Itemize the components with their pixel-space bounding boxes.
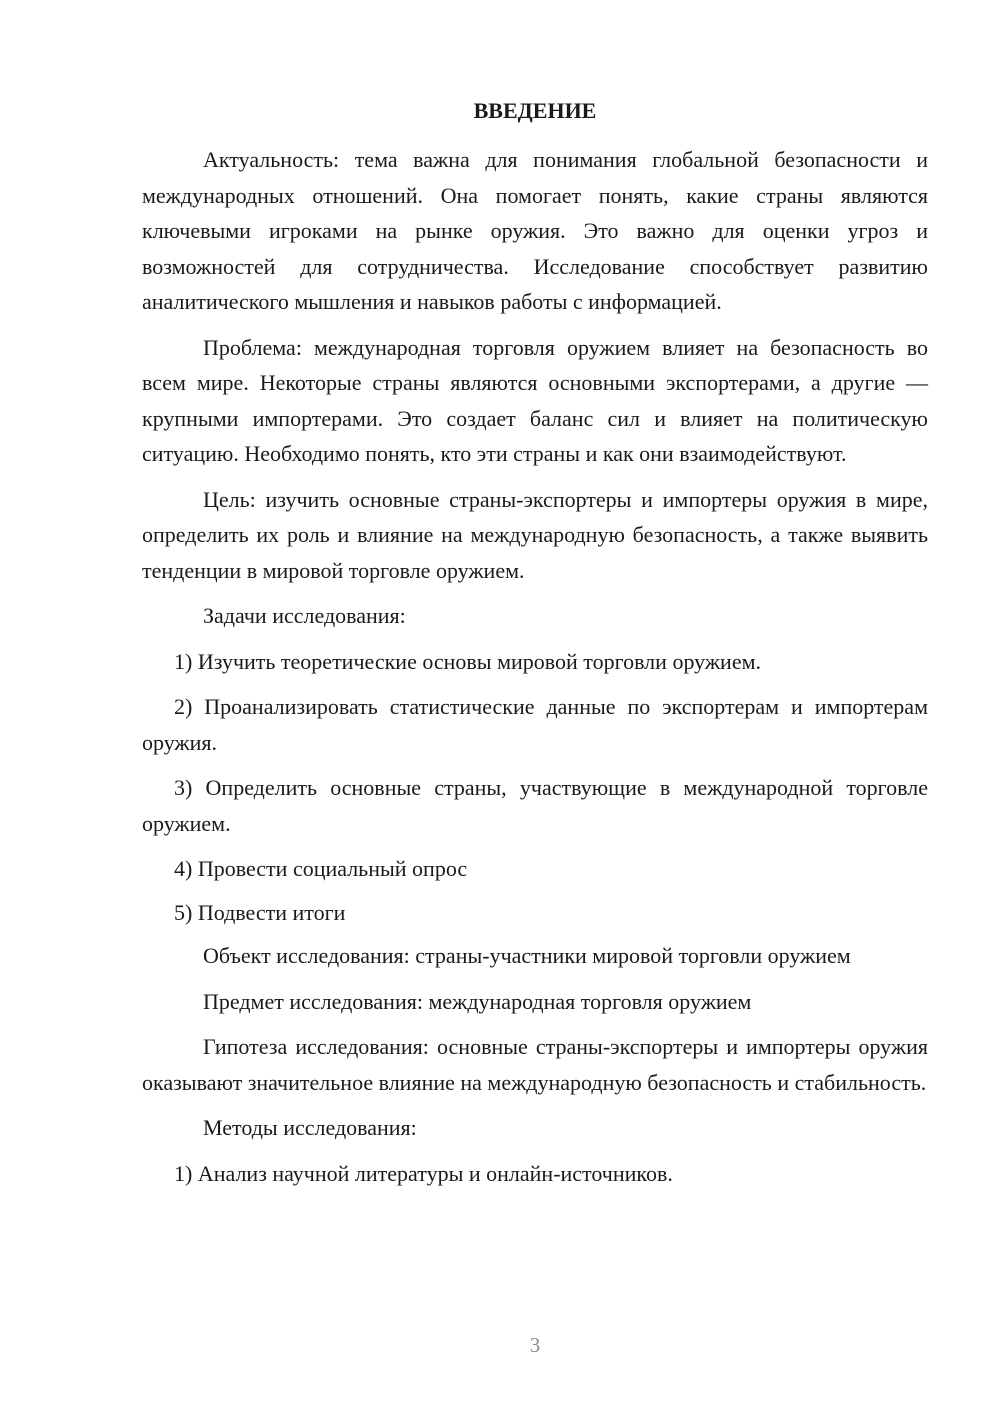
section-title: ВВЕДЕНИЕ	[473, 98, 597, 123]
paragraph-subject: Предмет исследования: международная торговля оружием	[203, 988, 752, 1014]
page-number: 3	[529, 1333, 541, 1357]
task-item: 2) Проанализировать статистические данные по экспортерам и импортерам оружия.	[142, 694, 928, 755]
task-item: 1) Изучить теоретические основы мировой торговли оружием.	[174, 648, 762, 674]
paragraph-methods-heading: Методы исследования:	[203, 1115, 417, 1140]
document-page	[142, 0, 928, 1414]
task-item: 3) Определить основные страны, участвующие в международной торговле оружием.	[142, 775, 928, 836]
paragraph-tasks-heading: Задачи исследования:	[203, 603, 406, 628]
paragraph-problem: Проблема: международная торговля оружием влияет на безопасность во всем мире. Некоторые страны являются основными экспортерами, а другие — крупными импортерами. Это создает баланс сил и влияет на политическую ситуацию. Необходимо понять, кто эти страны и как они взаимодействуют.	[142, 334, 928, 466]
method-item: 1) Анализ научной литературы и онлайн-источников.	[174, 1160, 673, 1186]
paragraph-relevance: Актуальность: тема важна для понимания глобальной безопасности и международных отношений. Она помогает понять, какие страны являются ключевыми игроками на рынке оружия. Это важно для оценки угроз и возможностей для сотрудничества. Исследование способствует развитию аналитического мышления и навыков работы с информацией.	[142, 147, 928, 314]
paragraph-object: Объект исследования: страны-участники мировой торговли оружием	[203, 943, 851, 968]
paragraph-hypothesis: Гипотеза исследования: основные страны-экспортеры и импортеры оружия оказывают значительное влияние на международную безопасность и стабильность.	[142, 1034, 928, 1095]
paragraph-goal: Цель: изучить основные страны-экспортеры и импортеры оружия в мире, определить их роль и влияние на международную безопасность, а также выявить тенденции в мировой торговле оружием.	[142, 486, 928, 583]
document-body	[142, 142, 928, 1201]
task-item: 5) Подвести итоги	[174, 899, 346, 925]
task-item: 4) Провести социальный опрос	[174, 856, 468, 881]
